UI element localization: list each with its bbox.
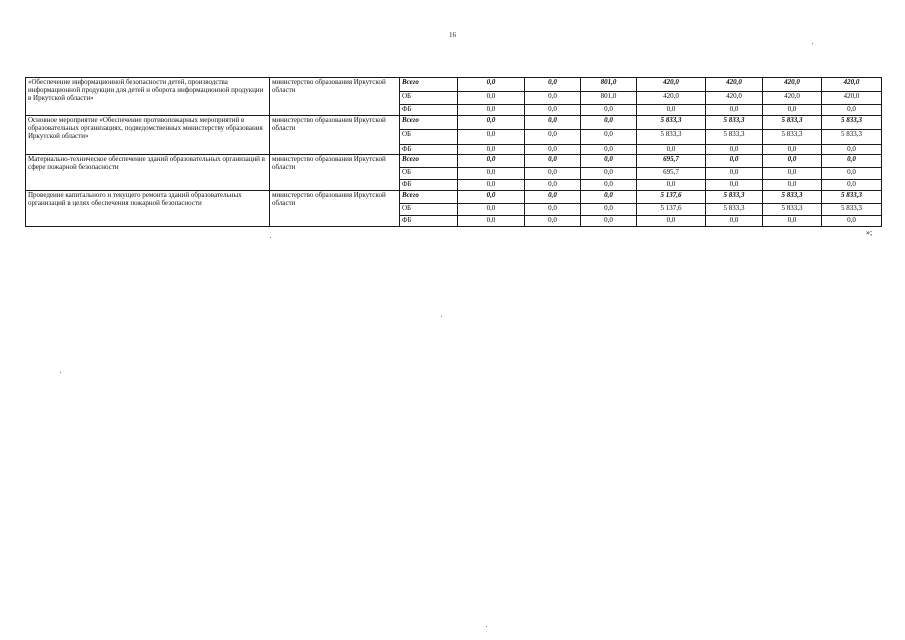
amount-cell: 0,0 <box>763 180 822 191</box>
amount-cell: 420,0 <box>822 78 882 92</box>
amount-cell: 5 833,3 <box>706 130 763 145</box>
table-row <box>26 78 882 92</box>
amount-cell: 0,0 <box>581 180 637 191</box>
amount-cell: 420,0 <box>637 92 706 105</box>
amount-cell: 0,0 <box>458 145 525 155</box>
amount-cell: 0,0 <box>581 116 637 130</box>
funding-source-cell: Всего <box>400 116 458 130</box>
amount-cell: 0,0 <box>525 155 581 168</box>
amount-cell: 420,0 <box>637 78 706 92</box>
amount-cell: 0,0 <box>525 168 581 180</box>
amount-cell: 5 833,3 <box>822 130 882 145</box>
amount-cell: 0,0 <box>458 191 525 204</box>
table-row <box>26 191 882 204</box>
amount-cell: 5 833,3 <box>822 191 882 204</box>
amount-cell: 5 833,3 <box>637 130 706 145</box>
amount-cell: 0,0 <box>637 145 706 155</box>
funding-source-cell: Всего <box>400 191 458 204</box>
amount-cell: 0,0 <box>822 145 882 155</box>
amount-cell: 5 833,3 <box>706 191 763 204</box>
funding-source-cell: Всего <box>400 155 458 168</box>
amount-cell: 0,0 <box>525 204 581 216</box>
activity-name-cell: Материально-техническое обеспечение зданий образовательных организаций в сфере пожарной безопасности <box>26 155 270 191</box>
amount-cell: 0,0 <box>637 216 706 227</box>
amount-cell: 0,0 <box>525 216 581 227</box>
amount-cell: 0,0 <box>637 180 706 191</box>
funding-source-cell: ФБ <box>400 145 458 155</box>
amount-cell: 801,0 <box>581 92 637 105</box>
amount-cell: 0,0 <box>525 92 581 105</box>
amount-cell: 0,0 <box>458 204 525 216</box>
amount-cell: 0,0 <box>822 105 882 116</box>
amount-cell: 0,0 <box>458 116 525 130</box>
amount-cell: 0,0 <box>706 180 763 191</box>
amount-cell: 0,0 <box>706 168 763 180</box>
amount-cell: 0,0 <box>822 216 882 227</box>
amount-cell: 0,0 <box>458 155 525 168</box>
amount-cell: 420,0 <box>706 78 763 92</box>
funding-source-cell: ФБ <box>400 216 458 227</box>
amount-cell: 0,0 <box>706 155 763 168</box>
amount-cell: 0,0 <box>763 105 822 116</box>
amount-cell: 0,0 <box>525 180 581 191</box>
amount-cell: 0,0 <box>763 145 822 155</box>
amount-cell: 0,0 <box>822 180 882 191</box>
amount-cell: 0,0 <box>706 216 763 227</box>
amount-cell: 0,0 <box>525 105 581 116</box>
amount-cell: 0,0 <box>763 155 822 168</box>
amount-cell: 0,0 <box>763 216 822 227</box>
amount-cell: 5 833,3 <box>822 116 882 130</box>
amount-cell: 0,0 <box>525 78 581 92</box>
amount-cell: 420,0 <box>763 78 822 92</box>
amount-cell: 801,0 <box>581 78 637 92</box>
executor-cell: министерство образования Иркутской области <box>270 116 400 155</box>
amount-cell: 0,0 <box>581 130 637 145</box>
amount-cell: 0,0 <box>525 130 581 145</box>
amount-cell: 0,0 <box>458 168 525 180</box>
funding-source-cell: ФБ <box>400 105 458 116</box>
amount-cell: 0,0 <box>637 105 706 116</box>
amount-cell: 0,0 <box>822 155 882 168</box>
scan-speck <box>812 43 813 44</box>
amount-cell: 0,0 <box>581 145 637 155</box>
amount-cell: 0,0 <box>706 145 763 155</box>
amount-cell: 5 833,3 <box>763 191 822 204</box>
amount-cell: 0,0 <box>525 145 581 155</box>
scan-speck <box>270 237 271 238</box>
amount-cell: 420,0 <box>706 92 763 105</box>
amount-cell: 0,0 <box>581 155 637 168</box>
amount-cell: 5 137,6 <box>637 204 706 216</box>
amount-cell: 0,0 <box>581 105 637 116</box>
amount-cell: 0,0 <box>581 204 637 216</box>
amount-cell: 0,0 <box>458 92 525 105</box>
amount-cell: 5 833,3 <box>706 116 763 130</box>
budget-table-body <box>26 78 882 227</box>
amount-cell: 0,0 <box>525 191 581 204</box>
activity-name-cell: Основное мероприятие «Обеспечение противопожарных мероприятий в образовательных организациях, подведомственных министерству образования Иркутской области» <box>26 116 270 155</box>
funding-source-cell: ОБ <box>400 130 458 145</box>
funding-source-cell: ОБ <box>400 204 458 216</box>
amount-cell: 420,0 <box>822 92 882 105</box>
scan-speck <box>441 316 442 317</box>
amount-cell: 0,0 <box>822 168 882 180</box>
funding-source-cell: ОБ <box>400 168 458 180</box>
amount-cell: 0,0 <box>763 168 822 180</box>
amount-cell: 5 833,3 <box>706 204 763 216</box>
funding-source-cell: ОБ <box>400 92 458 105</box>
activity-name-cell: Проведение капитального и текущего ремонта зданий образовательных организаций в целях обеспечения пожарной безопасности <box>26 191 270 227</box>
page-number: 16 <box>449 31 456 39</box>
amount-cell: 0,0 <box>706 105 763 116</box>
table-row <box>26 116 882 130</box>
amount-cell: 0,0 <box>458 78 525 92</box>
amount-cell: 5 137,6 <box>637 191 706 204</box>
amount-cell: 695,7 <box>637 168 706 180</box>
closing-quote-mark: »; <box>866 228 873 237</box>
funding-source-cell: ФБ <box>400 180 458 191</box>
amount-cell: 5 833,3 <box>822 204 882 216</box>
amount-cell: 420,0 <box>763 92 822 105</box>
amount-cell: 0,0 <box>458 180 525 191</box>
executor-cell: министерство образования Иркутской области <box>270 78 400 116</box>
table-row <box>26 155 882 168</box>
amount-cell: 0,0 <box>581 168 637 180</box>
amount-cell: 0,0 <box>581 191 637 204</box>
amount-cell: 5 833,3 <box>637 116 706 130</box>
scan-speck <box>486 626 487 627</box>
amount-cell: 0,0 <box>458 216 525 227</box>
amount-cell: 5 833,3 <box>763 130 822 145</box>
executor-cell: министерство образования Иркутской области <box>270 155 400 191</box>
funding-source-cell: Всего <box>400 78 458 92</box>
budget-table <box>25 77 882 227</box>
amount-cell: 695,7 <box>637 155 706 168</box>
scan-speck <box>60 372 61 373</box>
amount-cell: 0,0 <box>581 216 637 227</box>
amount-cell: 5 833,3 <box>763 116 822 130</box>
amount-cell: 0,0 <box>458 130 525 145</box>
amount-cell: 0,0 <box>458 105 525 116</box>
amount-cell: 0,0 <box>525 116 581 130</box>
amount-cell: 5 833,3 <box>763 204 822 216</box>
executor-cell: министерство образования Иркутской области <box>270 191 400 227</box>
activity-name-cell: «Обеспечение информационной безопасности детей, производства информационной продукции для детей и оборота информационной продукции в Иркутской области» <box>26 78 270 116</box>
